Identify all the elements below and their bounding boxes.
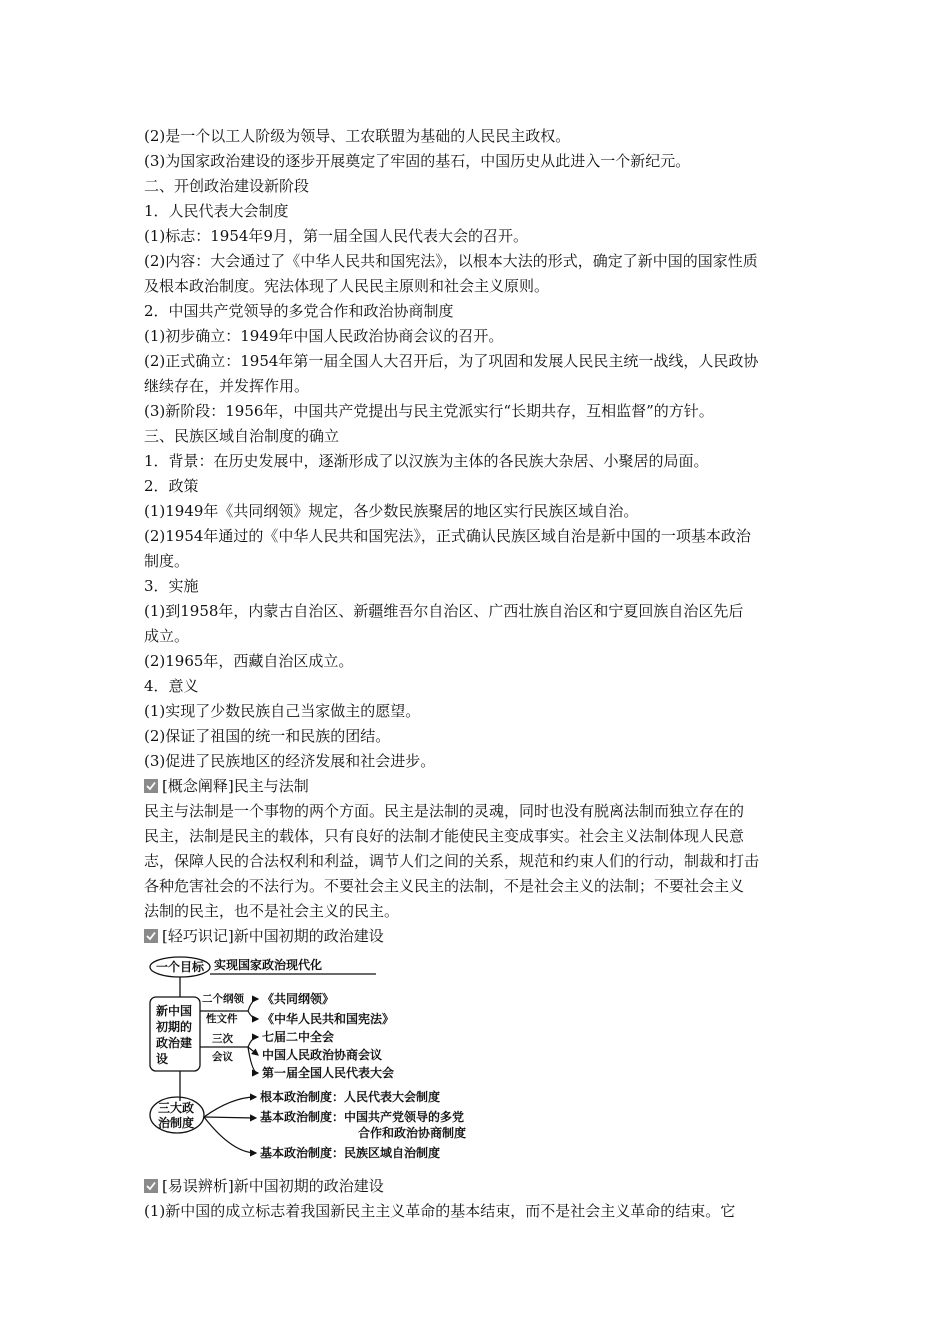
text-line: 民主，法制是民主的载体，只有良好的法制才能使民主变成事实。社会主义法制体现人民意 [144, 827, 745, 845]
meetings-item-1: 七届二中全会 [262, 1030, 335, 1044]
docs-item-1: 《共同纲领》 [262, 992, 335, 1006]
text-line: (2)正式确立：1954年第一届全国人大召开后，为了巩固和发展人民民主统一战线，人民政协 [144, 352, 759, 370]
text-line: 志，保障人民的合法权利和利益，调节人们之间的关系，规范和约束人们的行动，制裁和打击 [144, 852, 760, 870]
mistake-paragraph [144, 1199, 812, 1224]
text-line: (1)初步确立：1949年中国人民政治协商会议的召开。 [144, 327, 504, 345]
notes-section [144, 124, 812, 774]
docs-item-2: 《中华人民共和国宪法》 [262, 1012, 395, 1026]
text-line: 民主与法制是一个事物的两个方面。民主是法制的灵魂，同时也没有脱离法制而独立存在的 [144, 802, 745, 820]
memory-heading-text: [轻巧识记]新中国初期的政治建设 [162, 927, 384, 945]
meetings-label-1: 三次 [212, 1033, 233, 1045]
systems-node: 三大政 治制度 [158, 1101, 195, 1130]
text-line: 成立。 [144, 627, 190, 645]
concept-map-lines [148, 955, 528, 1170]
text-line: (2)保证了祖国的统一和民族的团结。 [144, 727, 391, 745]
meetings-item-3: 第一届全国人民代表大会 [262, 1066, 395, 1080]
text-line: (2)1954年通过的《中华人民共和国宪法》，正式确认民族区域自治是新中国的一项基本政治 [144, 527, 751, 545]
text-line: (2)1965年，西藏自治区成立。 [144, 652, 354, 670]
text-line: 3．实施 [144, 577, 199, 595]
memory-heading [144, 924, 812, 949]
text-line: 继续存在，并发挥作用。 [144, 377, 310, 395]
text-line: (1)到1958年，内蒙古自治区、新疆维吾尔自治区、广西壮族自治区和宁夏回族自治区先后 [144, 602, 744, 620]
text-line: (1)1949年《共同纲领》规定，各少数民族聚居的地区实行民族区域自治。 [144, 502, 639, 520]
text-line: (3)促进了民族地区的经济发展和社会进步。 [144, 752, 436, 770]
checkbox-icon [144, 929, 158, 943]
meetings-label-2: 会议 [212, 1051, 233, 1063]
text-line: (2)是一个以工人阶级为领导、工农联盟为基础的人民民主政权。 [144, 127, 571, 145]
goal-label: 一个目标 [156, 960, 205, 974]
systems-item-1: 根本政治制度：人民代表大会制度 [260, 1090, 441, 1104]
systems-item-2: 基本政治制度：中国共产党领导的多党 [260, 1110, 465, 1124]
meetings-item-2: 中国人民政治协商会议 [262, 1048, 383, 1062]
concept-heading [144, 774, 812, 799]
text-line: (1)标志：1954年9月，第一届全国人民代表大会的召开。 [144, 227, 528, 245]
text-line: (1)实现了少数民族自己当家做主的愿望。 [144, 702, 421, 720]
text-line: (1)新中国的成立标志着我国新民主主义革命的基本结束，而不是社会主义革命的结束。它 [144, 1202, 736, 1220]
document-page [144, 124, 812, 1224]
docs-label-1: 二个纲领 [202, 993, 244, 1005]
center-node: 新中国 初期的 政治建 设 [156, 1004, 193, 1066]
text-line: 及根本政治制度。宪法体现了人民民主原则和社会主义原则。 [144, 277, 550, 295]
systems-item-3: 基本政治制度：民族区域自治制度 [260, 1146, 441, 1160]
text-line: 1．背景：在历史发展中，逐渐形成了以汉族为主体的各民族大杂居、小聚居的局面。 [144, 452, 709, 470]
mistake-heading-text: [易误辨析]新中国初期的政治建设 [162, 1177, 384, 1195]
concept-map-diagram [148, 955, 528, 1170]
text-line: 法制的民主，也不是社会主义的民主。 [144, 902, 400, 920]
text-line: (2)内容：大会通过了《中华人民共和国宪法》，以根本大法的形式，确定了新中国的国家性质 [144, 252, 758, 270]
text-line: (3)新阶段：1956年，中国共产党提出与民主党派实行“长期共存，互相监督”的方针。 [144, 402, 714, 420]
text-line: 制度。 [144, 552, 190, 570]
text-line: 二、开创政治建设新阶段 [144, 177, 310, 195]
text-line: 1．人民代表大会制度 [144, 202, 289, 220]
systems-item-2-cont: 合作和政治协商制度 [358, 1126, 467, 1140]
text-line: 各种危害社会的不法行为。不要社会主义民主的法制，不是社会主义的法制；不要社会主义 [144, 877, 745, 895]
concept-paragraph [144, 799, 812, 924]
text-line: 2．中国共产党领导的多党合作和政治协商制度 [144, 302, 454, 320]
goal-text: 实现国家政治现代化 [214, 958, 323, 972]
text-line: (3)为国家政治建设的逐步开展奠定了牢固的基石，中国历史从此进入一个新纪元。 [144, 152, 691, 170]
text-line: 4．意义 [144, 677, 199, 695]
text-line: 2．政策 [144, 477, 199, 495]
concept-heading-text: [概念阐释]民主与法制 [162, 777, 309, 795]
text-line: 三、民族区域自治制度的确立 [144, 427, 340, 445]
mistake-heading [144, 1174, 812, 1199]
checkbox-icon [144, 1179, 158, 1193]
checkbox-icon [144, 779, 158, 793]
docs-label-2: 性文件 [206, 1013, 238, 1025]
